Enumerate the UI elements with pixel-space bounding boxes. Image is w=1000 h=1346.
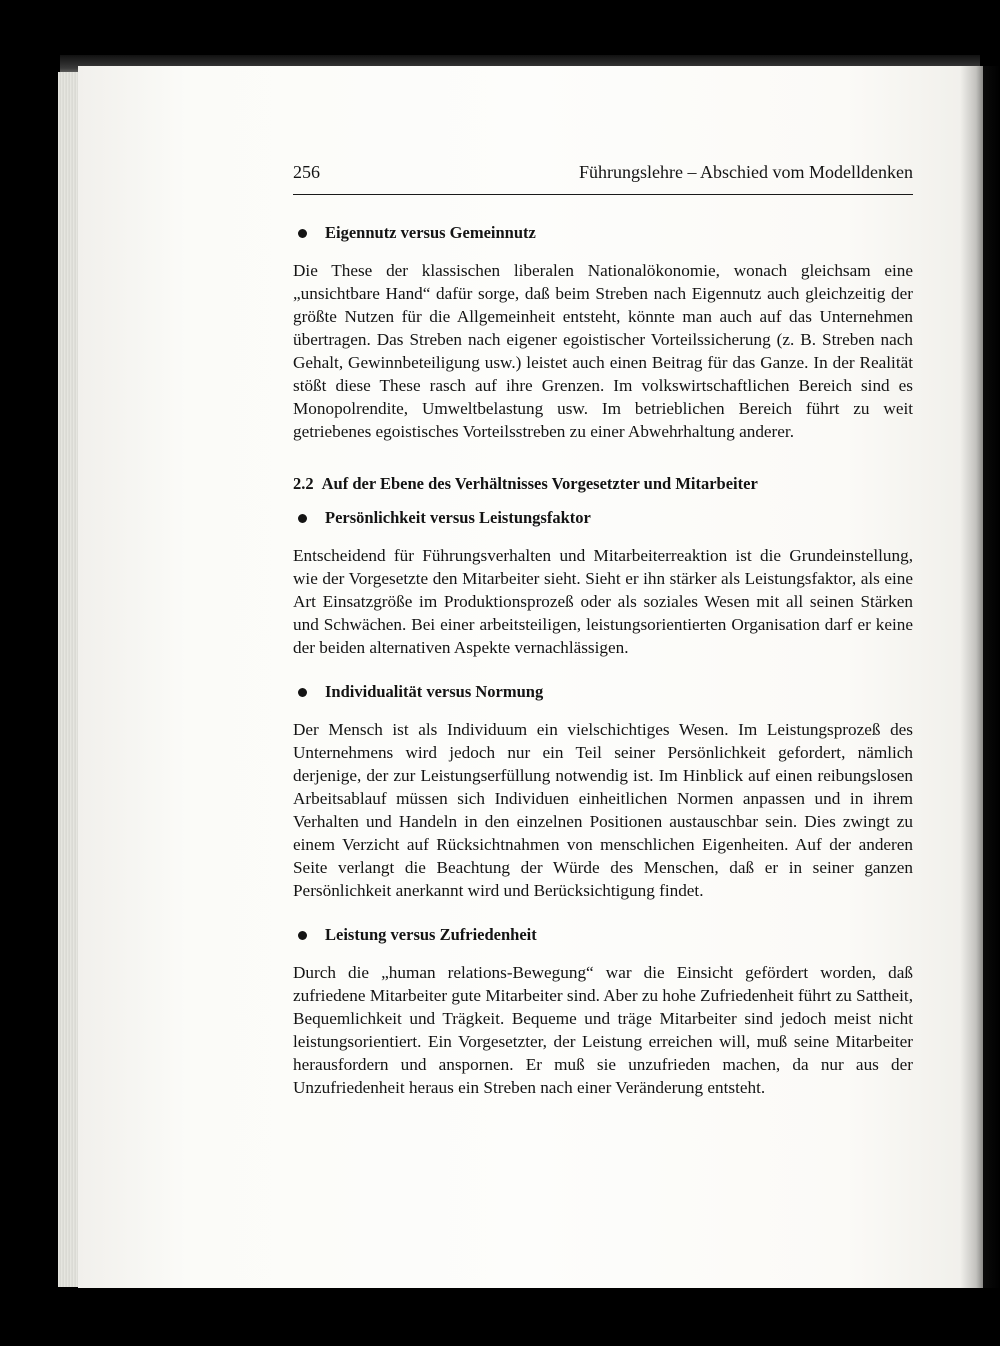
running-title: Führungslehre – Abschied vom Modelldenken (579, 162, 913, 182)
subheading-text: Individualität versus Normung (325, 682, 544, 701)
bullet-icon (298, 688, 307, 697)
subheading-text: Persönlichkeit versus Leistungsfaktor (325, 508, 591, 527)
subheading-individualitaet (293, 681, 913, 703)
subheading-text: Eigennutz versus Gemeinnutz (325, 223, 536, 242)
paragraph-persoenlichkeit: Entscheidend für Führungsverhalten und Mitarbeiterreaktion ist die Grundeinstellung, wie der Vorgesetzte den Mitarbeiter sieht. Sieht er ihn stärker als Leistungsfaktor, als eine Art Einsatzgröße im Produktionsprozeß oder als soziales Wesen mit all seinen Stärken und Schwächen. Bei einer arbeitsteiligen, leistungsorientierten Organisation darf er keine der beiden alternativen Aspekte vernachlässigen. (293, 546, 913, 657)
page-header (293, 160, 913, 195)
section-number: 2.2 (293, 474, 314, 493)
bullet-icon (298, 229, 307, 238)
subheading-persoenlichkeit (293, 507, 913, 529)
subheading-text: Leistung versus Zufriedenheit (325, 925, 537, 944)
section-heading (293, 473, 913, 495)
paragraph-individualitaet: Der Mensch ist als Individuum ein vielschichtiges Wesen. Im Leistungsprozeß des Unternehmens wird jedoch nur ein Teil seiner Persönlichkeit gefordert, nämlich derjenige, der zur Leistungserfüllung notwendig ist. Im Hinblick auf einen reibungslosen Arbeitsablauf müssen sich Individuen einheitlichen Normen anpassen und in ihrem Verhalten und Handeln in den einzelnen Positionen austauschbar sein. Dies zwingt zu einem Verzicht auf Rücksichtnahmen von menschlichen Eigenheiten. Auf der anderen Seite verlangt die Beachtung der Würde des Menschen, daß er in seiner ganzen Persönlichkeit anerkannt wird und Berücksichtigung findet. (293, 720, 913, 900)
paragraph-leistung: Durch die „human relations-Bewegung“ war die Einsicht gefördert worden, daß zufriedene Mitarbeiter gute Mitarbeiter sind. Aber zu hohe Zufriedenheit führt zu Sattheit, Bequemlichkeit und Trägkeit. Bequeme und träge Mitarbeiter sind jedoch meist nicht leistungsorientiert. Ein Vorgesetzter, der Leistung erreichen will, muß seine Mitarbeiter herausfordern und anspornen. Er muß sie unzufrieden machen, da nur aus der Unzufriedenheit heraus ein Streben nach einer Veränderung entsteht. (293, 963, 913, 1097)
page-number: 256 (293, 162, 320, 182)
subheading-leistung (293, 924, 913, 946)
spine-shadow (960, 66, 1000, 1288)
page-stack-edge (58, 72, 80, 1287)
paragraph-eigennutz: Die These der klassischen liberalen Nationalökonomie, wonach gleichsam eine „unsichtbare Hand“ dafür sorge, daß beim Streben nach Eigennutz auch gleichzeitig der größte Nutzen für die Allgemeinheit entsteht, könnte man auch auf das Unternehmen übertragen. Das Streben nach eigener egoistischer Vorteilssicherung (z. B. Streben nach Gehalt, Gewinnbeteiligung usw.) leistet auch einen Beitrag für das Ganze. In der Realität stößt diese These rasch auf ihre Grenzen. Im volkswirtschaftlichen Bereich sind es Monopolrendite, Umweltbelastung usw. Im betrieblichen Bereich führt zu weit getriebenes egoistisches Vorteilsstreben zu einer Abwehrhaltung anderer. (293, 261, 913, 441)
page-body (293, 222, 913, 1099)
section-title: Auf der Ebene des Verhältnisses Vorgesetzter und Mitarbeiter (321, 474, 758, 493)
subheading-eigennutz (293, 222, 913, 244)
bullet-icon (298, 931, 307, 940)
bullet-icon (298, 514, 307, 523)
